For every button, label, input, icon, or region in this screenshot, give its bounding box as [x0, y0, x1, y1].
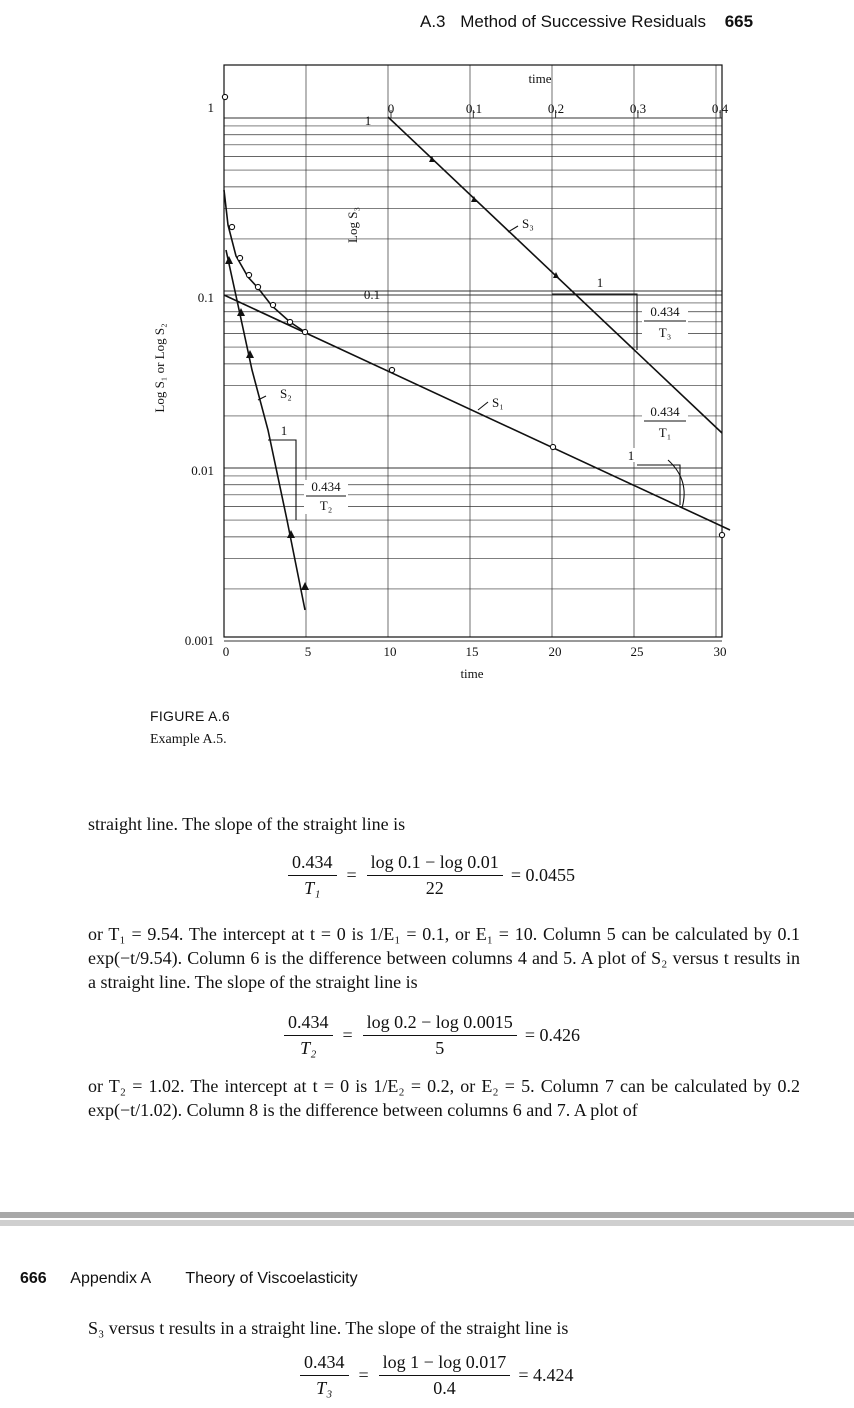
page-break-band-light [0, 1220, 854, 1226]
data-point [302, 329, 307, 334]
data-point [229, 224, 234, 229]
data-point [550, 444, 555, 449]
eq3-lhs-denominator: T₃ [316, 1378, 333, 1398]
top-axis-title: time [528, 71, 552, 86]
eq3-lhs-numerator: 0.434 [300, 1352, 349, 1376]
data-point [287, 319, 292, 324]
left-tick-0-1: 0.1 [197, 290, 214, 305]
next-page-number: 666 [20, 1270, 47, 1287]
left-axis-label: Log S₁ or Log S₂ [152, 323, 167, 413]
s3-slope-rise: 0.434 [650, 304, 680, 319]
bottom-tick-6: 30 [713, 644, 727, 659]
s2-line [226, 250, 305, 610]
bottom-axis-title: time [460, 666, 484, 680]
section-number: A.3 [420, 12, 446, 31]
left-tick-0-01: 0.01 [191, 463, 214, 478]
data-point [270, 302, 275, 307]
page-number: 665 [724, 12, 754, 31]
top-tick-4: 0.4 [711, 101, 729, 116]
bottom-tick-3: 15 [465, 644, 479, 659]
bottom-tick-2: 10 [383, 644, 397, 659]
s1-label: S₁ [492, 395, 504, 410]
top-tick-1: 0.1 [465, 101, 483, 116]
inner-axis-label: Log S₃ [345, 207, 360, 243]
triangle-marker [301, 582, 309, 590]
eq2-rhs-numerator: log 0.2 − log 0.0015 [363, 1012, 517, 1036]
t1-label: T₁ [658, 425, 672, 440]
paragraph-2: or T₁ = 9.54. The intercept at t = 0 is 1/E₁ = 0.1, or E₁ = 10. Column 5 can be calculated by 0.1 exp(−t/9.54). Column 6 is the difference between columns 4 and 5. A plot of S₂ versus t results in a straight line. The slope of the straight line is [88, 924, 800, 992]
s2-slope-run: 1 [280, 423, 288, 438]
figure-caption-text: Example A.5. [150, 732, 227, 747]
data-point [237, 255, 242, 260]
t1-pointer-arrow [668, 460, 684, 508]
eq1-lhs-denominator: T₁ [304, 878, 321, 898]
eq2-result: = 0.426 [524, 1025, 580, 1045]
data-point [246, 272, 251, 277]
top-tick-3: 0.3 [629, 101, 647, 116]
s2-slope-rise: 0.434 [311, 479, 341, 494]
paragraph-4: S₃ versus t results in a straight line. The slope of the straight line is [88, 1318, 569, 1338]
left-tick-0-001: 0.001 [184, 633, 214, 648]
bottom-tick-1: 5 [304, 644, 312, 659]
data-point [389, 367, 394, 372]
eq1-lhs-numerator: 0.434 [288, 852, 337, 876]
appendix-label: Appendix A [70, 1270, 152, 1287]
eq2-lhs-numerator: 0.434 [284, 1012, 333, 1036]
next-page-header [20, 1270, 358, 1288]
eq2-lhs-denominator: T₂ [300, 1038, 317, 1058]
left-tick-1: 1 [207, 100, 214, 115]
data-point [719, 532, 724, 537]
figure-number: FIGURE A.6 [150, 708, 231, 724]
plot-grid [224, 65, 722, 641]
data-point [222, 94, 227, 99]
s3-label: S₃ [522, 216, 534, 231]
inner-tick-0-1: 0.1 [363, 287, 381, 302]
top-tick-0: 0 [387, 101, 395, 116]
running-header [420, 12, 800, 32]
page-break-band [0, 1212, 854, 1218]
equation-2: $\frac{0.434}{\text{T₂}}$ = $\frac{\log 0.2 - \log 0.0015}{5}$ = 0.426 [284, 1012, 580, 1059]
section-title: Method of Successive Residuals [460, 12, 706, 31]
s2-label: S₂ [280, 386, 292, 401]
eq1-rhs-numerator: log 0.1 − log 0.01 [367, 852, 503, 876]
equation-3: $\frac{0.434}{\text{T₃}}$ = $\frac{\log 1 - \log 0.017}{0.4}$ = 4.424 [300, 1352, 573, 1399]
equation-1: $\frac{0.434}{\text{T₁}}$ = $\frac{\log 0.1 - \log 0.01}{22}$ = 0.0455 [288, 852, 575, 899]
bottom-tick-4: 20 [548, 644, 562, 659]
s1-slope-run: 1 [627, 448, 635, 463]
eq3-result: = 4.424 [518, 1365, 574, 1385]
s3-slope-run: 1 [596, 275, 604, 290]
eq1-rhs-denominator: 22 [425, 878, 444, 898]
t2-label: T₂ [319, 498, 333, 513]
figure-caption [150, 704, 230, 752]
paragraph-1: straight line. The slope of the straight line is [88, 814, 406, 834]
plot-frame [224, 65, 722, 637]
bottom-tick-0: 0 [222, 644, 230, 659]
t3-label: T₃ [658, 325, 672, 340]
s3-pointer [508, 226, 518, 232]
figure-a6-plot [0, 50, 854, 680]
triangle-marker [225, 256, 233, 264]
eq1-result: = 0.0455 [510, 865, 575, 885]
triangle-marker [287, 530, 295, 538]
bottom-tick-5: 25 [630, 644, 644, 659]
raw-data-curve [224, 190, 305, 332]
s1-slope-rise: 0.434 [650, 404, 680, 419]
eq3-rhs-numerator: log 1 − log 0.017 [379, 1352, 511, 1376]
eq3-rhs-denominator: 0.4 [433, 1378, 456, 1398]
data-point [255, 284, 260, 289]
top-tick-2: 0.2 [547, 101, 565, 116]
inner-tick-1: 1 [364, 113, 372, 128]
eq2-rhs-denominator: 5 [435, 1038, 445, 1058]
paragraph-3: or T₂ = 1.02. The intercept at t = 0 is 1/E₂ = 0.2, or E₂ = 5. Column 7 can be calculated by 0.2 exp(−t/1.02). Column 8 is the difference between columns 6 and 7. A plot of [88, 1076, 800, 1120]
appendix-title: Theory of Viscoelasticity [185, 1270, 358, 1287]
s1-pointer [478, 402, 488, 410]
